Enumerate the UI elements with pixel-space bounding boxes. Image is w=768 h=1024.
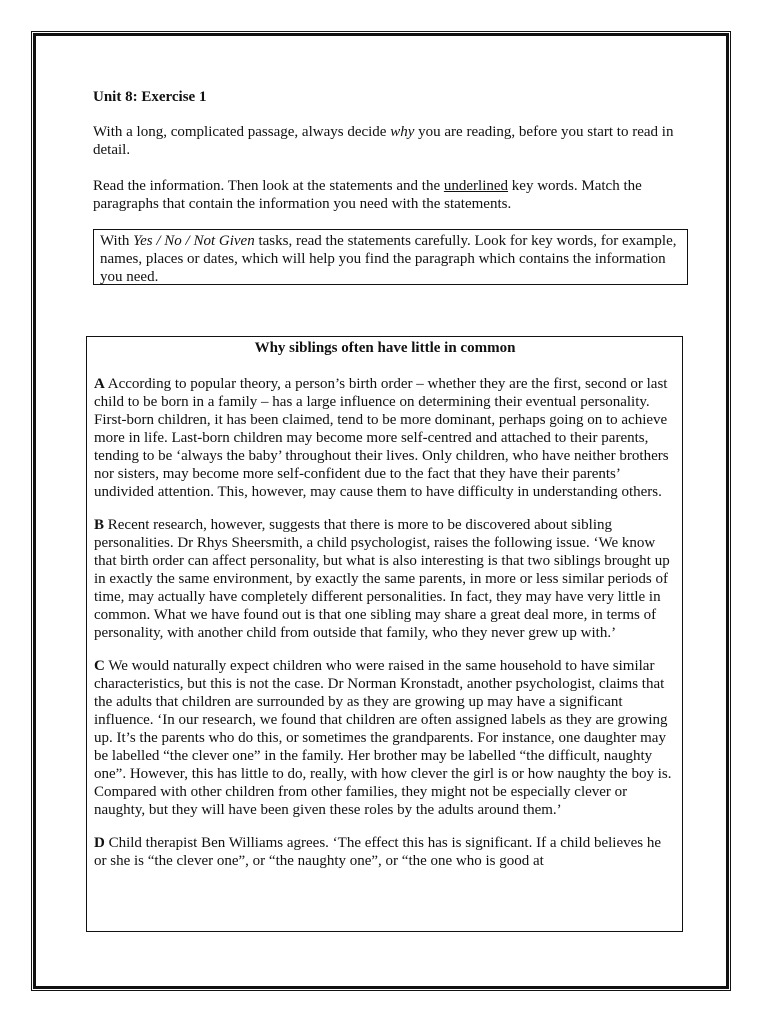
- tip-task-type: Yes / No / Not Given: [133, 233, 255, 249]
- paragraph-letter: A: [94, 376, 105, 392]
- article-title: Why siblings often have little in common: [254, 340, 516, 356]
- paragraph-letter: C: [94, 658, 105, 674]
- article-paragraph-b: B Recent research, however, suggests that there is more to be discovered about sibling personalities. Dr Rhys Sheersmith, a child psychologist, raises the following issue. ‘We know that birth order can affect personality, but what is also interesting is that two siblings brought up in exactly the same environment, by exactly the same parents, in more or less similar periods of time, may actually have completely different personalities. In fact, they may have very little in common. What we have found out is that one sibling may share a great deal more, in terms of personality, with another child from outside that family, who they never grew up with.’: [94, 517, 670, 641]
- instructions-paragraph: Read the information. Then look at the statements and the underlined key words. Match the paragraphs that contain the information you need with the statements.: [93, 178, 642, 212]
- article-paragraph-d: D Child therapist Ben Williams agrees. ‘The effect this has is significant. If a child believes he or she is “the clever one”, or “the naughty one”, or “the one who is good at: [94, 835, 662, 869]
- intro-paragraph: With a long, complicated passage, always decide why you are reading, before you start to read in detail.: [93, 124, 674, 158]
- emphasis-why: why: [390, 124, 415, 140]
- article-paragraph-c: C We would naturally expect children who were raised in the same household to have similar characteristics, but this is not the case. Dr Norman Kronstadt, another psychologist, claims that the adults that children are surrounded by as they are growing up may have a significant influence. ‘In our research, we found that children are often assigned labels as they are growing up. It’s the parents who do this, or sometimes the grandparents. For instance, one daughter may be labelled “the clever one” in the family. Her brother may be labelled “the difficult, naughty one”. However, this has little to do, really, with how clever the girl is or how naughty the boy is. Compared with other children from other families, they might not be especially clever or naughty, but they will have been given these roles by the adults around them.’: [94, 658, 672, 818]
- paragraph-letter: B: [94, 517, 105, 533]
- article-paragraph-a: A According to popular theory, a person’s birth order – whether they are the first, second or last child to be born in a family – has a large influence on determining their eventual personality. First-born children, it has been claimed, tend to be more dominant, perhaps going on to achieve more in life. Last-born children may become more self-centred and attached to their parents, tending to be ‘always the baby’ throughout their lives. Only children, who have neither brothers nor sisters, may become more self-confident due to the fact that they have their parents’ undivided attention. This, however, may cause them to have difficulty in understanding others.: [94, 376, 669, 500]
- tip-box: With Yes / No / Not Given tasks, read the statements carefully. Look for key words, for example, names, places or dates, which will help you find the paragraph which contains the information you need.: [93, 229, 688, 285]
- article-box: [86, 336, 683, 932]
- underlined-word: underlined: [443, 178, 509, 194]
- exercise-title: Unit 8: Exercise 1: [93, 89, 207, 105]
- paragraph-letter: D: [94, 835, 105, 851]
